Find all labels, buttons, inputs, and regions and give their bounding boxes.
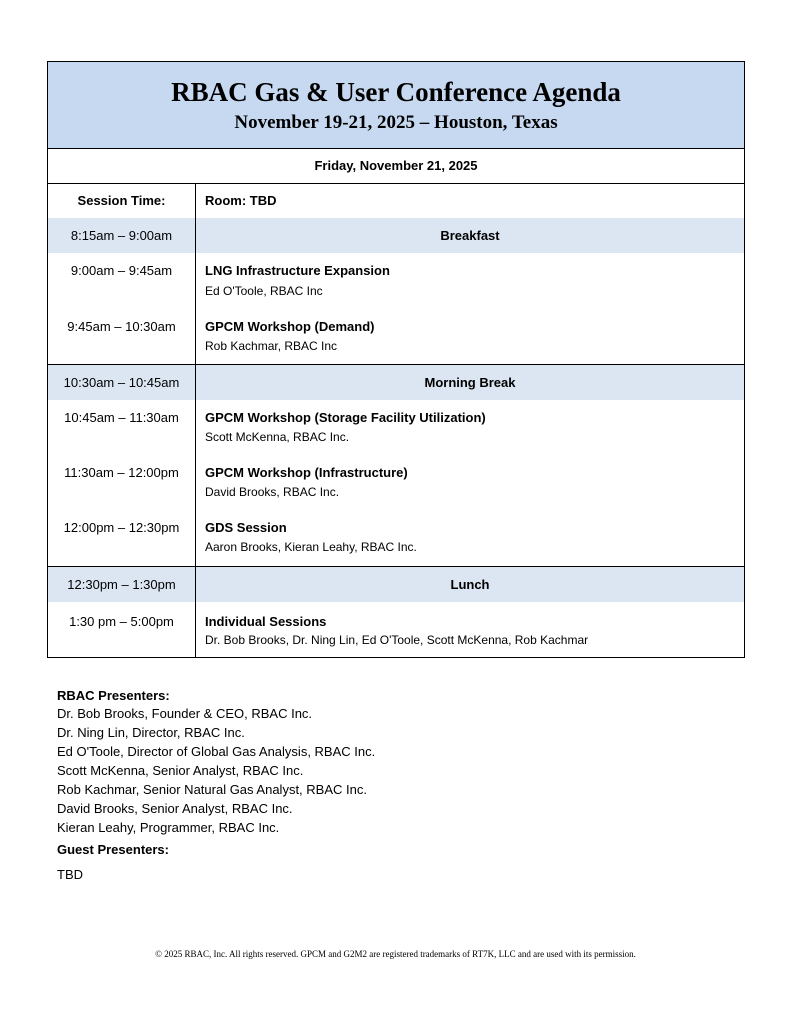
session-speaker: David Brooks, RBAC Inc.	[205, 485, 340, 499]
presenter-item: Dr. Bob Brooks, Founder & CEO, RBAC Inc.	[57, 706, 313, 721]
room-column-header: Room: TBD	[205, 193, 277, 208]
column-header-row	[48, 183, 744, 218]
presenter-item: Ed O'Toole, Director of Global Gas Analysis, RBAC Inc.	[57, 744, 376, 759]
session-speaker: Aaron Brooks, Kieran Leahy, RBAC Inc.	[205, 540, 417, 554]
session-speaker: Dr. Bob Brooks, Dr. Ning Lin, Ed O'Toole, Scott McKenna, Rob Kachmar	[205, 633, 589, 647]
presenter-item: Rob Kachmar, Senior Natural Gas Analyst, RBAC Inc.	[57, 782, 367, 797]
session-time: 10:45am – 11:30am	[64, 410, 179, 425]
session-speaker: Scott McKenna, RBAC Inc.	[205, 430, 350, 444]
guest-presenter-item: TBD	[57, 867, 83, 882]
presenter-item: Scott McKenna, Senior Analyst, RBAC Inc.	[57, 763, 304, 778]
table-row	[48, 218, 744, 253]
break-label: Breakfast	[440, 228, 500, 243]
presenters-section	[57, 688, 657, 884]
presenter-item: Kieran Leahy, Programmer, RBAC Inc.	[57, 820, 280, 835]
break-label: Lunch	[450, 577, 490, 592]
session-time: 9:45am – 10:30am	[67, 319, 176, 334]
presenter-item: David Brooks, Senior Analyst, RBAC Inc.	[57, 801, 293, 816]
session-title: Individual Sessions	[205, 614, 327, 629]
title-block	[48, 62, 744, 149]
session-time: 12:00pm – 12:30pm	[63, 520, 180, 535]
break-label: Morning Break	[424, 375, 516, 390]
session-time: 9:00am – 9:45am	[70, 263, 173, 278]
table-row	[48, 566, 744, 602]
agenda-table	[47, 61, 745, 658]
guest-presenters-heading: Guest Presenters:	[57, 842, 169, 857]
page-subtitle: November 19-21, 2025 – Houston, Texas	[234, 112, 558, 133]
time-column-header: Session Time:	[77, 193, 166, 208]
session-time: 12:30pm – 1:30pm	[67, 577, 176, 592]
session-title: LNG Infrastructure Expansion	[205, 263, 390, 278]
page-title: RBAC Gas & User Conference Agenda	[171, 77, 621, 107]
column-divider	[195, 183, 196, 657]
presenter-item: Dr. Ning Lin, Director, RBAC Inc.	[57, 725, 245, 740]
session-title: GDS Session	[205, 520, 287, 535]
session-time: 10:30am – 10:45am	[63, 375, 180, 390]
session-title: GPCM Workshop (Demand)	[205, 319, 375, 334]
session-group	[48, 602, 744, 657]
session-group	[48, 400, 744, 566]
day-header: Friday, November 21, 2025	[48, 148, 744, 184]
session-title: GPCM Workshop (Infrastructure)	[205, 465, 408, 480]
session-time: 1:30 pm – 5:00pm	[69, 614, 174, 629]
copyright-footer: © 2025 RBAC, Inc. All rights reserved. GPCM and G2M2 are registered trademarks of RT7K, LLC and are used with its permission.	[155, 949, 636, 959]
session-time: 8:15am – 9:00am	[70, 228, 173, 243]
session-speaker: Ed O'Toole, RBAC Inc	[205, 284, 323, 298]
session-speaker: Rob Kachmar, RBAC Inc	[205, 339, 338, 353]
session-title: GPCM Workshop (Storage Facility Utilization)	[205, 410, 486, 425]
session-time: 11:30am – 12:00pm	[64, 465, 179, 480]
session-group	[48, 253, 744, 364]
presenters-heading: RBAC Presenters:	[57, 688, 170, 703]
table-row	[48, 364, 744, 400]
